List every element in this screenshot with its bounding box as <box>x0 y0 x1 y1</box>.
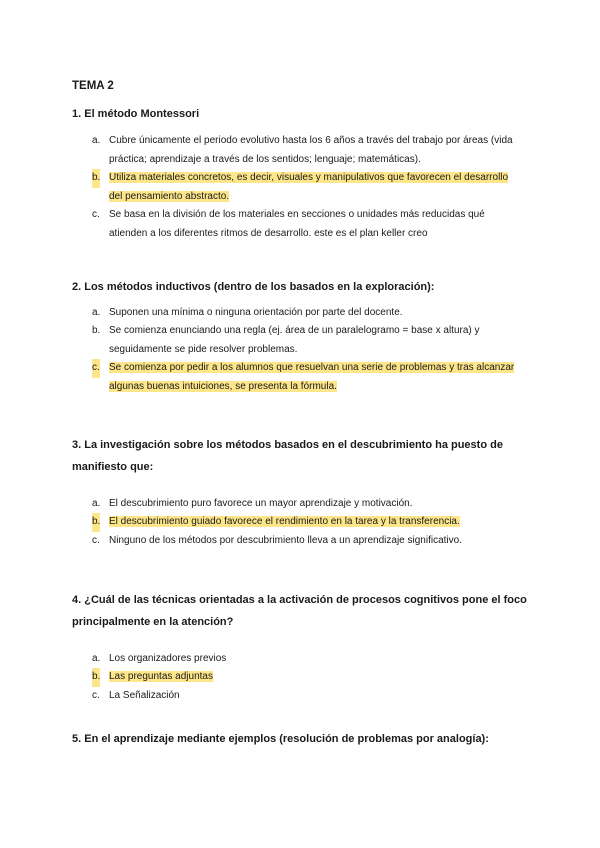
option-letter: a. <box>92 135 101 146</box>
option-text: Las preguntas adjuntas <box>109 671 213 682</box>
option-letter: a. <box>92 307 101 318</box>
question-5-title: 5. En el aprendizaje mediante ejemplos (resolución de problemas por analogía): <box>72 733 489 745</box>
option-letter: c. <box>92 359 100 378</box>
option-text: Cubre únicamente el periodo evolutivo hasta los 6 años a través del trabajo por áreas (vida práctica; aprendizaje a través de los sentidos; lenguaje; matemáticas). <box>109 135 513 165</box>
option-text: Suponen una mínima o ninguna orientación por parte del docente. <box>109 307 403 318</box>
highlight-span: Se comienza por pedir a los alumnos que resuelvan una serie de problemas y tras alcanzar algunas buenas intuiciones, se presenta la fórmula. <box>109 362 515 392</box>
option-text: Los organizadores previos <box>109 653 227 664</box>
option-text: Se basa en la división de los materiales en secciones o unidades más reducidas qué atienden a los diferentes ritmos de desarrollo. este es el plan keller creo <box>109 209 485 239</box>
option-text: El descubrimiento puro favorece un mayor aprendizaje y motivación. <box>109 498 413 509</box>
document-title: TEMA 2 <box>72 80 114 92</box>
question-2-option-a <box>92 304 522 323</box>
option-letter: b. <box>92 169 100 188</box>
question-1-option-b <box>92 169 522 206</box>
option-letter: b. <box>92 325 101 336</box>
question-2-option-c <box>92 359 522 396</box>
question-1-option-c <box>92 206 522 243</box>
highlight-span: Utiliza materiales concretos, es decir, visuales y manipulativos que favorecen el desarrollo del pensamiento abstracto. <box>109 172 509 202</box>
question-4-option-a <box>92 650 522 669</box>
option-text: Se comienza enunciando una regla (ej. área de un paralelogramo = base x altura) y seguidamente se pide resolver problemas. <box>109 325 480 355</box>
option-text <box>109 513 522 532</box>
option-text <box>109 359 522 396</box>
option-text: Ninguno de los métodos por descubrimiento lleva a un aprendizaje significativo. <box>109 535 462 546</box>
highlight-span: El descubrimiento guiado favorece el rendimiento en la tarea y la transferencia. <box>109 516 460 527</box>
option-text: La Señalización <box>109 690 180 701</box>
question-1-title: 1. El método Montessori <box>72 108 200 120</box>
question-4-title: 4. ¿Cuál de las técnicas orientadas a la activación de procesos cognitivos pone el foco principalmente en la atención? <box>72 594 527 628</box>
option-letter: a. <box>92 498 101 509</box>
question-2-option-b <box>92 322 522 359</box>
option-letter: c. <box>92 535 100 546</box>
question-4-option-b <box>92 668 522 687</box>
question-3-option-a <box>92 495 522 514</box>
question-3-option-b <box>92 513 522 532</box>
question-3-option-c <box>92 532 522 551</box>
option-letter: b. <box>92 513 100 532</box>
option-letter: c. <box>92 690 100 701</box>
option-text <box>109 169 522 206</box>
option-letter: b. <box>92 668 100 687</box>
option-letter: a. <box>92 653 101 664</box>
option-letter: c. <box>92 209 100 220</box>
question-1-option-a <box>92 132 522 169</box>
question-3-title: 3. La investigación sobre los métodos basados en el descubrimiento ha puesto de manifiesto que: <box>72 439 503 473</box>
question-4-option-c <box>92 687 522 706</box>
question-2-title: 2. Los métodos inductivos (dentro de los basados en la exploración): <box>72 281 435 293</box>
